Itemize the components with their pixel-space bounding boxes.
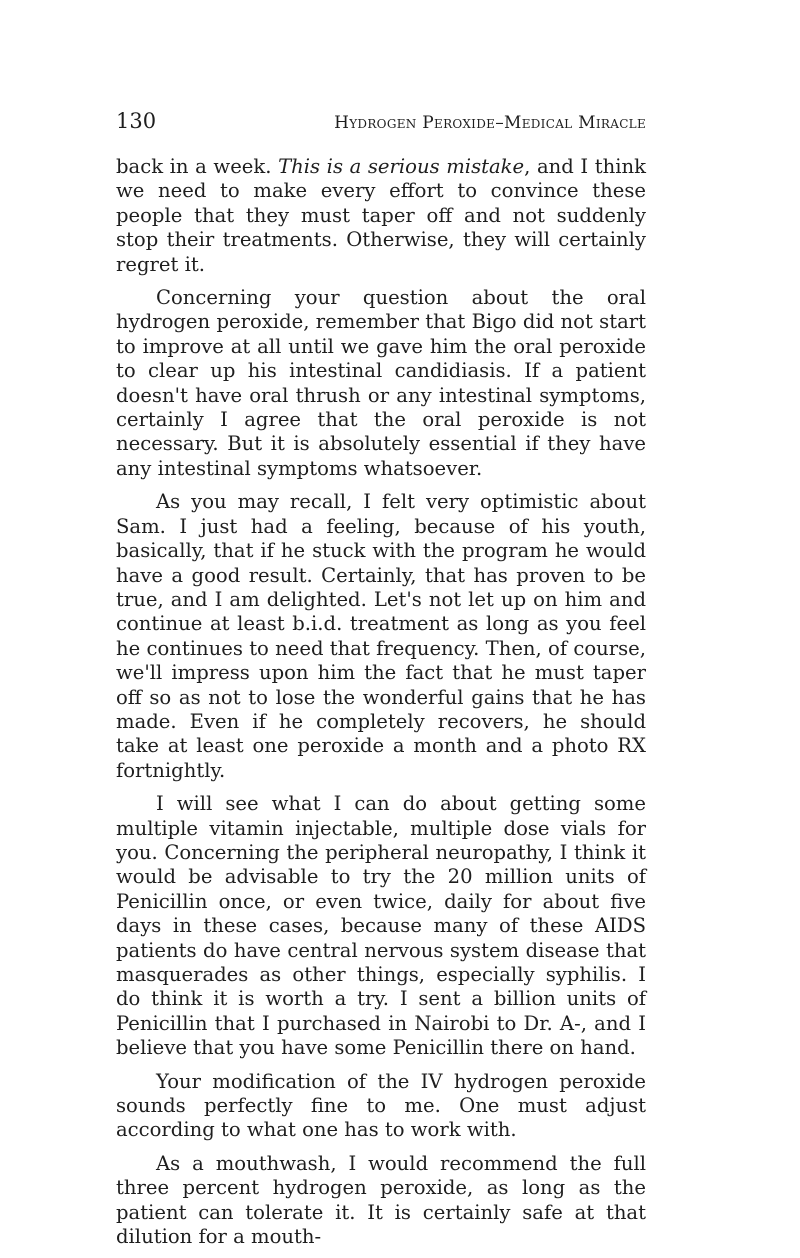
running-head: Hydrogen Peroxide–Medical Miracle [334,113,646,133]
body-text [116,155,646,1258]
paragraph-4: I will see what I can do about getting some multiple vitamin injectable, multiple dose vials for you. Concerning the peripheral neuropathy, I think it would be advisable to try the 20 million units of Penicillin once, or even twice, daily for about five days in these cases, because many of these AIDS patients do have central nervous system disease that masquerades as other things, especially syphilis. I do think it is worth a try. I sent a billion units of Penicillin that I purchased in Nairobi to Dr. A-, and I believe that you have some Penicillin there on hand. [116,792,646,1060]
paragraph-1-start: back in a week. [116,155,279,178]
page-number: 130 [116,109,157,133]
paragraph-1 [116,155,646,277]
paragraph-6: As a mouthwash, I would recommend the full three percent hydrogen peroxide, as long as the patient can tolerate it. It is certainly safe at that dilution for a mouth- [116,1151,646,1249]
paragraph-1-emphasis: This is a serious mistake [278,155,525,178]
paragraph-1-end: , and I think we need to make every effort to convince these people that they must taper off and not suddenly stop their treatments. Otherwise, they will certainly regret it. [116,155,646,276]
paragraph-5: Your modification of the IV hydrogen peroxide sounds perfectly fine to me. One must adjust according to what one has to work with. [116,1069,646,1142]
paragraph-2: Concerning your question about the oral hydrogen peroxide, remember that Bigo did not start to improve at all until we gave him the oral peroxide to clear up his intestinal candidiasis. If a patient doesn't have oral thrush or any intestinal symptoms, certainly I agree that the oral peroxide is not necessary. But it is absolutely essential if they have any intestinal symptoms whatsoever. [116,286,646,480]
page-header [116,109,646,133]
paragraph-3: As you may recall, I felt very optimistic about Sam. I just had a feeling, because of his youth, basically, that if he stuck with the program he would have a good result. Certainly, that has proven to be true, and I am delighted. Let's not let up on him and continue at least b.i.d. treatment as long as you feel he continues to need that frequency. Then, of course, we'll impress upon him the fact that he must taper off so as not to lose the wonderful gains that he has made. Even if he completely recovers, he should take at least one peroxide a month and a photo RX fortnightly. [116,490,646,782]
